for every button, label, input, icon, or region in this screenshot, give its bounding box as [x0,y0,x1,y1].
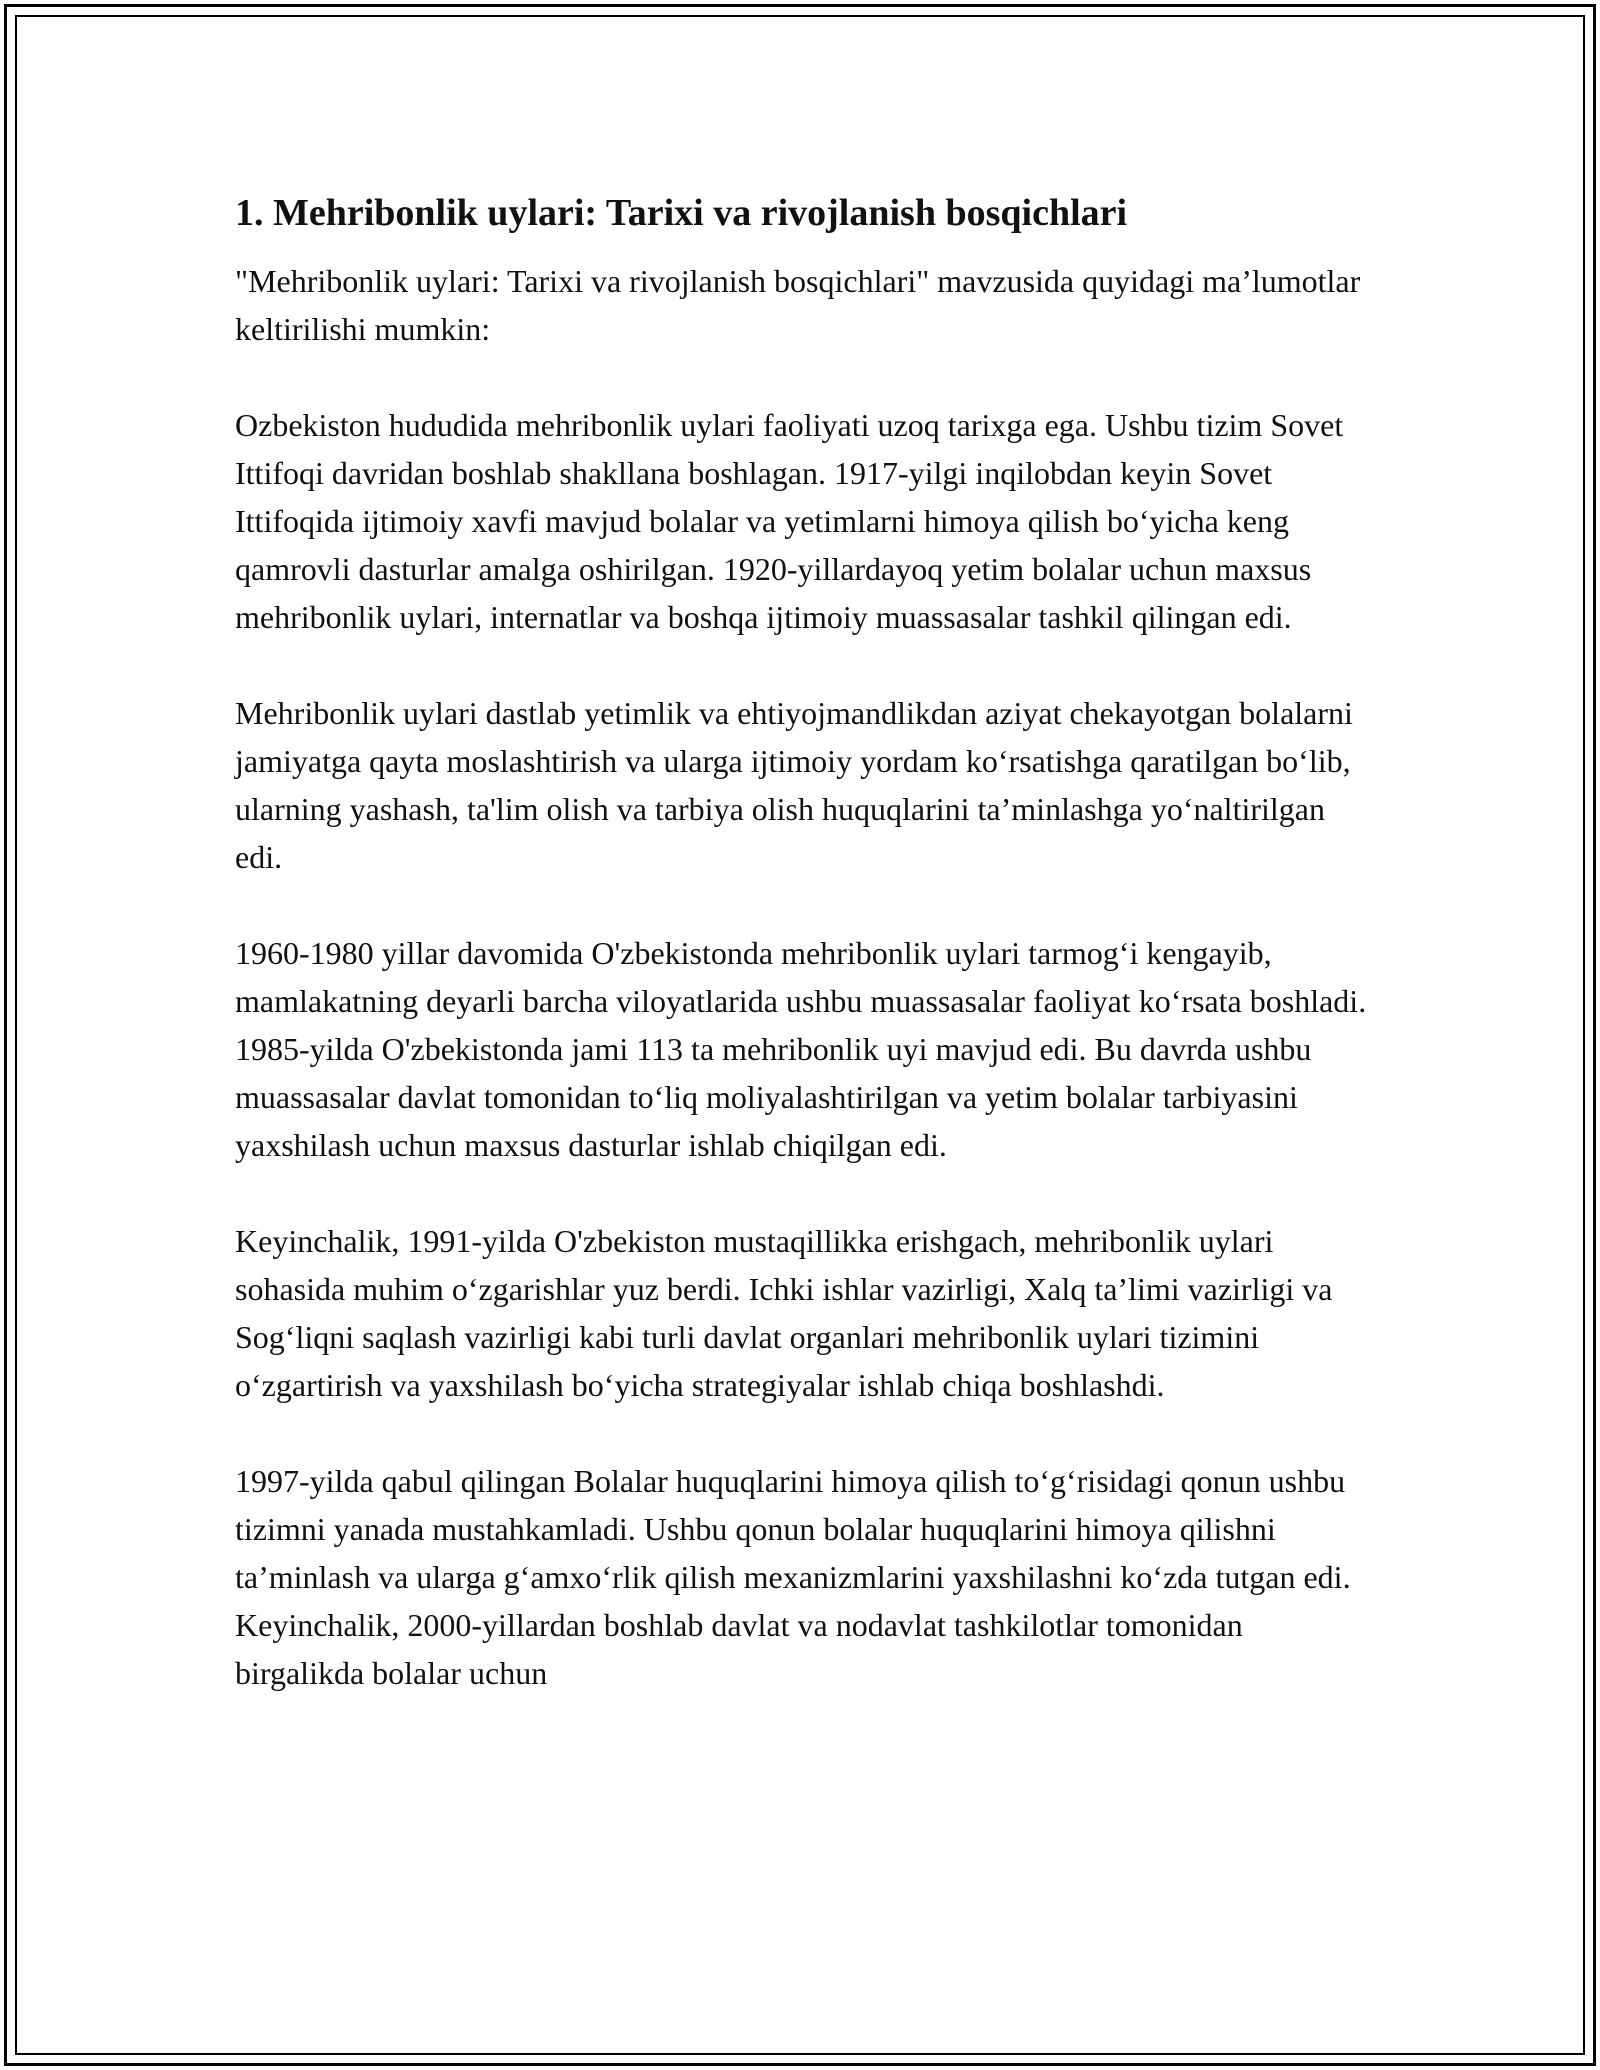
paragraph-history: Ozbekiston hududida mehribonlik uylari faoliyati uzoq tarixga ega. Ushbu tizim Sovet Ittifoqi davridan boshlab shakllana boshlagan. 1917-yilgi inqilobdan keyin Sovet Ittifoqida ijtimoiy xavfi mavjud bolalar va yetimlarni himoya qilish bo‘yicha keng qamrovli dasturlar amalga oshirilgan. 1920-yillardayoq yetim bolalar uchun maxsus mehribonlik uylari, internatlar va boshqa ijtimoiy muassasalar tashkil qilingan edi. [235,407,1344,635]
paragraph-independence: Keyinchalik, 1991-yilda O'zbekiston mustaqillikka erishgach, mehribonlik uylari sohasida muhim o‘zgarishlar yuz berdi. Ichki ishlar vazirligi, Xalq ta’limi vazirligi va Sog‘liqni saqlash vazirligi kabi turli davlat organlari mehribonlik uylari tizimini o‘zgartirish va yaxshilash bo‘yicha strategiyalar ishlab chiqa boshlashdi. [235,1223,1333,1403]
document-body [235,185,1375,1745]
section-title: 1. Mehribonlik uylari: Tarixi va rivojlanish bosqichlari [235,192,1128,234]
paragraph-intro: "Mehribonlik uylari: Tarixi va rivojlanish bosqichlari" mavzusida quyidagi ma’lumotlar keltirilishi mumkin: [235,263,1361,347]
paragraph-expansion: 1960-1980 yillar davomida O'zbekistonda mehribonlik uylari tarmog‘i kengayib, mamlakatning deyarli barcha viloyatlarida ushbu muassasalar faoliyat ko‘rsata boshladi. 1985-yilda O'zbekistonda jami 113 ta mehribonlik uyi mavjud edi. Bu davrda ushbu muassasalar davlat tomonidan to‘liq moliyalashtirilgan va yetim bolalar tarbiyasini yaxshilash uchun maxsus dasturlar ishlab chiqilgan edi. [235,935,1367,1163]
paragraph-law: 1997-yilda qabul qilingan Bolalar huquqlarini himoya qilish to‘g‘risidagi qonun ushbu tizimni yanada mustahkamladi. Ushbu qonun bolalar huquqlarini himoya qilishni ta’minlash va ularga g‘amxo‘rlik qilish mexanizmlarini yaxshilashni ko‘zda tutgan edi. Keyinchalik, 2000-yillardan boshlab davlat va nodavlat tashkilotlar tomonidan birgalikda bolalar uchun [235,1463,1351,1691]
paragraph-purpose: Mehribonlik uylari dastlab yetimlik va ehtiyojmandlikdan aziyat chekayotgan bolalarni jamiyatga qayta moslashtirish va ularga ijtimoiy yordam ko‘rsatishga qaratilgan bo‘lib, ularning yashash, ta'lim olish va tarbiya olish huquqlarini ta’minlashga yo‘naltirilgan edi. [235,695,1353,875]
